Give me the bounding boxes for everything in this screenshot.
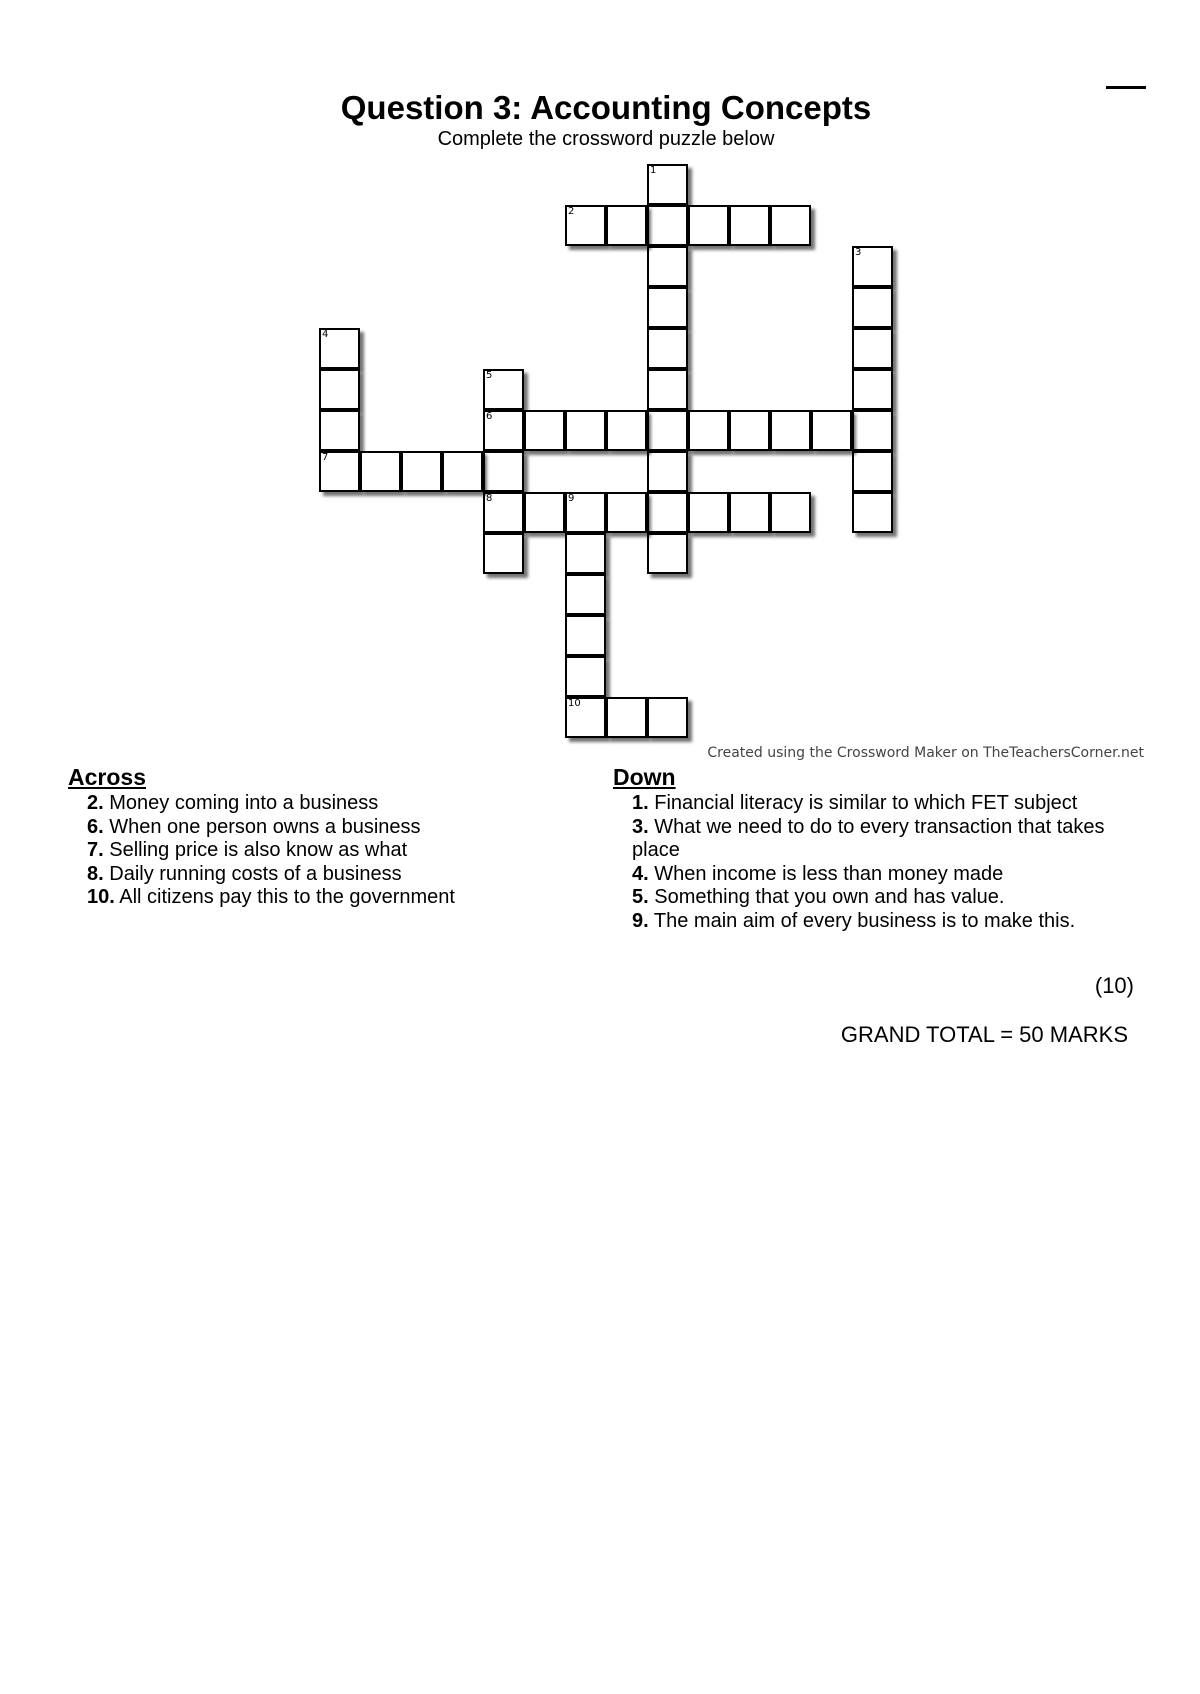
page-title: Question 3: Accounting Concepts xyxy=(340,89,872,126)
crossword-cell[interactable] xyxy=(483,410,524,451)
crossword-cell[interactable] xyxy=(606,697,647,738)
crossword-cell[interactable] xyxy=(852,287,893,328)
clue-text: The main aim of every business is to make this. xyxy=(653,909,1076,932)
down-clue xyxy=(632,816,1153,863)
clue-number: 5. xyxy=(632,886,649,908)
crossword-cell[interactable] xyxy=(319,369,360,410)
crossword-cell[interactable] xyxy=(319,410,360,451)
clue-text: Selling price is also know as what xyxy=(109,839,408,861)
crossword-cell[interactable] xyxy=(565,205,606,246)
down-clues xyxy=(613,764,1153,933)
crossword-cell[interactable] xyxy=(606,205,647,246)
crossword-cell[interactable] xyxy=(729,492,770,533)
crossword-cell[interactable] xyxy=(647,164,688,205)
crossword-cell[interactable] xyxy=(524,492,565,533)
crossword-cell[interactable] xyxy=(606,410,647,451)
down-clue xyxy=(632,792,1153,816)
across-heading: Across xyxy=(68,764,146,790)
crossword-cell[interactable] xyxy=(647,328,688,369)
crossword-cell[interactable] xyxy=(442,451,483,492)
clue-number: 6. xyxy=(87,815,104,838)
crossword-cell[interactable] xyxy=(688,492,729,533)
crossword-cell[interactable] xyxy=(647,246,688,287)
crossword-cell[interactable] xyxy=(852,410,893,451)
clue-number: 9. xyxy=(632,909,649,932)
clue-number: 7 xyxy=(322,452,329,463)
crossword-cell[interactable] xyxy=(483,533,524,574)
crossword-cell[interactable] xyxy=(729,205,770,246)
crossword-cell[interactable] xyxy=(565,615,606,656)
crossword-cell[interactable] xyxy=(319,451,360,492)
question-marks: (10) xyxy=(1094,973,1134,998)
clue-number: 1 xyxy=(650,165,657,176)
crossword-cell[interactable] xyxy=(483,451,524,492)
crossword-cell[interactable] xyxy=(565,410,606,451)
page-subtitle: Complete the crossword puzzle below xyxy=(437,128,775,150)
clue-text: Daily running costs of a business xyxy=(109,862,402,885)
down-clue xyxy=(632,910,1153,934)
clue-number: 10. xyxy=(87,886,115,908)
clue-text: Financial literacy is similar to which FET subject xyxy=(654,792,1078,814)
crossword-cell[interactable] xyxy=(770,410,811,451)
crossword-cell[interactable] xyxy=(565,492,606,533)
clue-number: 4 xyxy=(322,329,329,340)
crossword-cell[interactable] xyxy=(524,410,565,451)
crossword-cell[interactable] xyxy=(647,410,688,451)
down-heading: Down xyxy=(613,764,676,790)
clue-number: 10 xyxy=(568,698,581,709)
across-clue xyxy=(87,792,588,816)
clue-number: 1. xyxy=(632,792,649,814)
clue-text: Money coming into a business xyxy=(109,792,379,814)
crossword-cell[interactable] xyxy=(565,574,606,615)
clue-number: 2. xyxy=(87,792,104,814)
clue-number: 3. xyxy=(632,815,649,838)
crossword-cell[interactable] xyxy=(565,656,606,697)
across-clue xyxy=(87,839,588,863)
crossword-cell[interactable] xyxy=(483,492,524,533)
crossword-cell[interactable] xyxy=(647,451,688,492)
crossword-cell[interactable] xyxy=(360,451,401,492)
clue-text: All citizens pay this to the government xyxy=(119,886,455,908)
crossword-cell[interactable] xyxy=(852,369,893,410)
crossword-cell[interactable] xyxy=(606,492,647,533)
crossword-cell[interactable] xyxy=(565,533,606,574)
crossword-cell[interactable] xyxy=(770,492,811,533)
across-clue-list xyxy=(68,792,588,910)
clue-number: 6 xyxy=(486,411,493,422)
crossword-cell[interactable] xyxy=(483,369,524,410)
down-clue xyxy=(632,886,1153,910)
clue-text: When one person owns a business xyxy=(109,815,421,838)
crossword-cell[interactable] xyxy=(688,205,729,246)
grand-total: GRAND TOTAL = 50 MARKS xyxy=(840,1022,1128,1047)
across-clue xyxy=(87,886,588,910)
down-clue xyxy=(632,863,1153,887)
crossword-cell[interactable] xyxy=(852,328,893,369)
clue-number: 3 xyxy=(855,247,862,258)
clue-number: 4. xyxy=(632,862,649,885)
clue-number: 9 xyxy=(568,493,575,504)
crossword-cell[interactable] xyxy=(647,369,688,410)
clue-number: 2 xyxy=(568,206,575,217)
crossword-cell[interactable] xyxy=(647,205,688,246)
clue-number: 8. xyxy=(87,862,104,885)
across-clue xyxy=(87,863,588,887)
crossword-cell[interactable] xyxy=(852,492,893,533)
crossword-cell[interactable] xyxy=(852,246,893,287)
crossword-cell[interactable] xyxy=(647,533,688,574)
crossword-cell[interactable] xyxy=(729,410,770,451)
clue-number: 8 xyxy=(486,493,493,504)
across-clue xyxy=(87,816,588,840)
crossword-cell[interactable] xyxy=(811,410,852,451)
clue-text: Something that you own and has value. xyxy=(654,886,1005,908)
crossword-credit: Created using the Crossword Maker on TheTeachersCorner.net xyxy=(707,745,1144,761)
down-clue-list xyxy=(613,792,1153,933)
clue-text: When income is less than money made xyxy=(654,862,1004,885)
clue-number: 7. xyxy=(87,839,104,861)
crossword-cell[interactable] xyxy=(647,697,688,738)
clue-number: 5 xyxy=(486,370,493,381)
crossword-cell[interactable] xyxy=(565,697,606,738)
crossword-cell[interactable] xyxy=(852,451,893,492)
crossword-cell[interactable] xyxy=(647,287,688,328)
crossword-cell[interactable] xyxy=(319,328,360,369)
crossword-cell[interactable] xyxy=(688,410,729,451)
clue-text: What we need to do to every transaction that takes place xyxy=(632,815,1105,861)
across-clues xyxy=(68,764,588,910)
crossword-cell[interactable] xyxy=(401,451,442,492)
crossword-cell[interactable] xyxy=(647,492,688,533)
crossword-cell[interactable] xyxy=(770,205,811,246)
